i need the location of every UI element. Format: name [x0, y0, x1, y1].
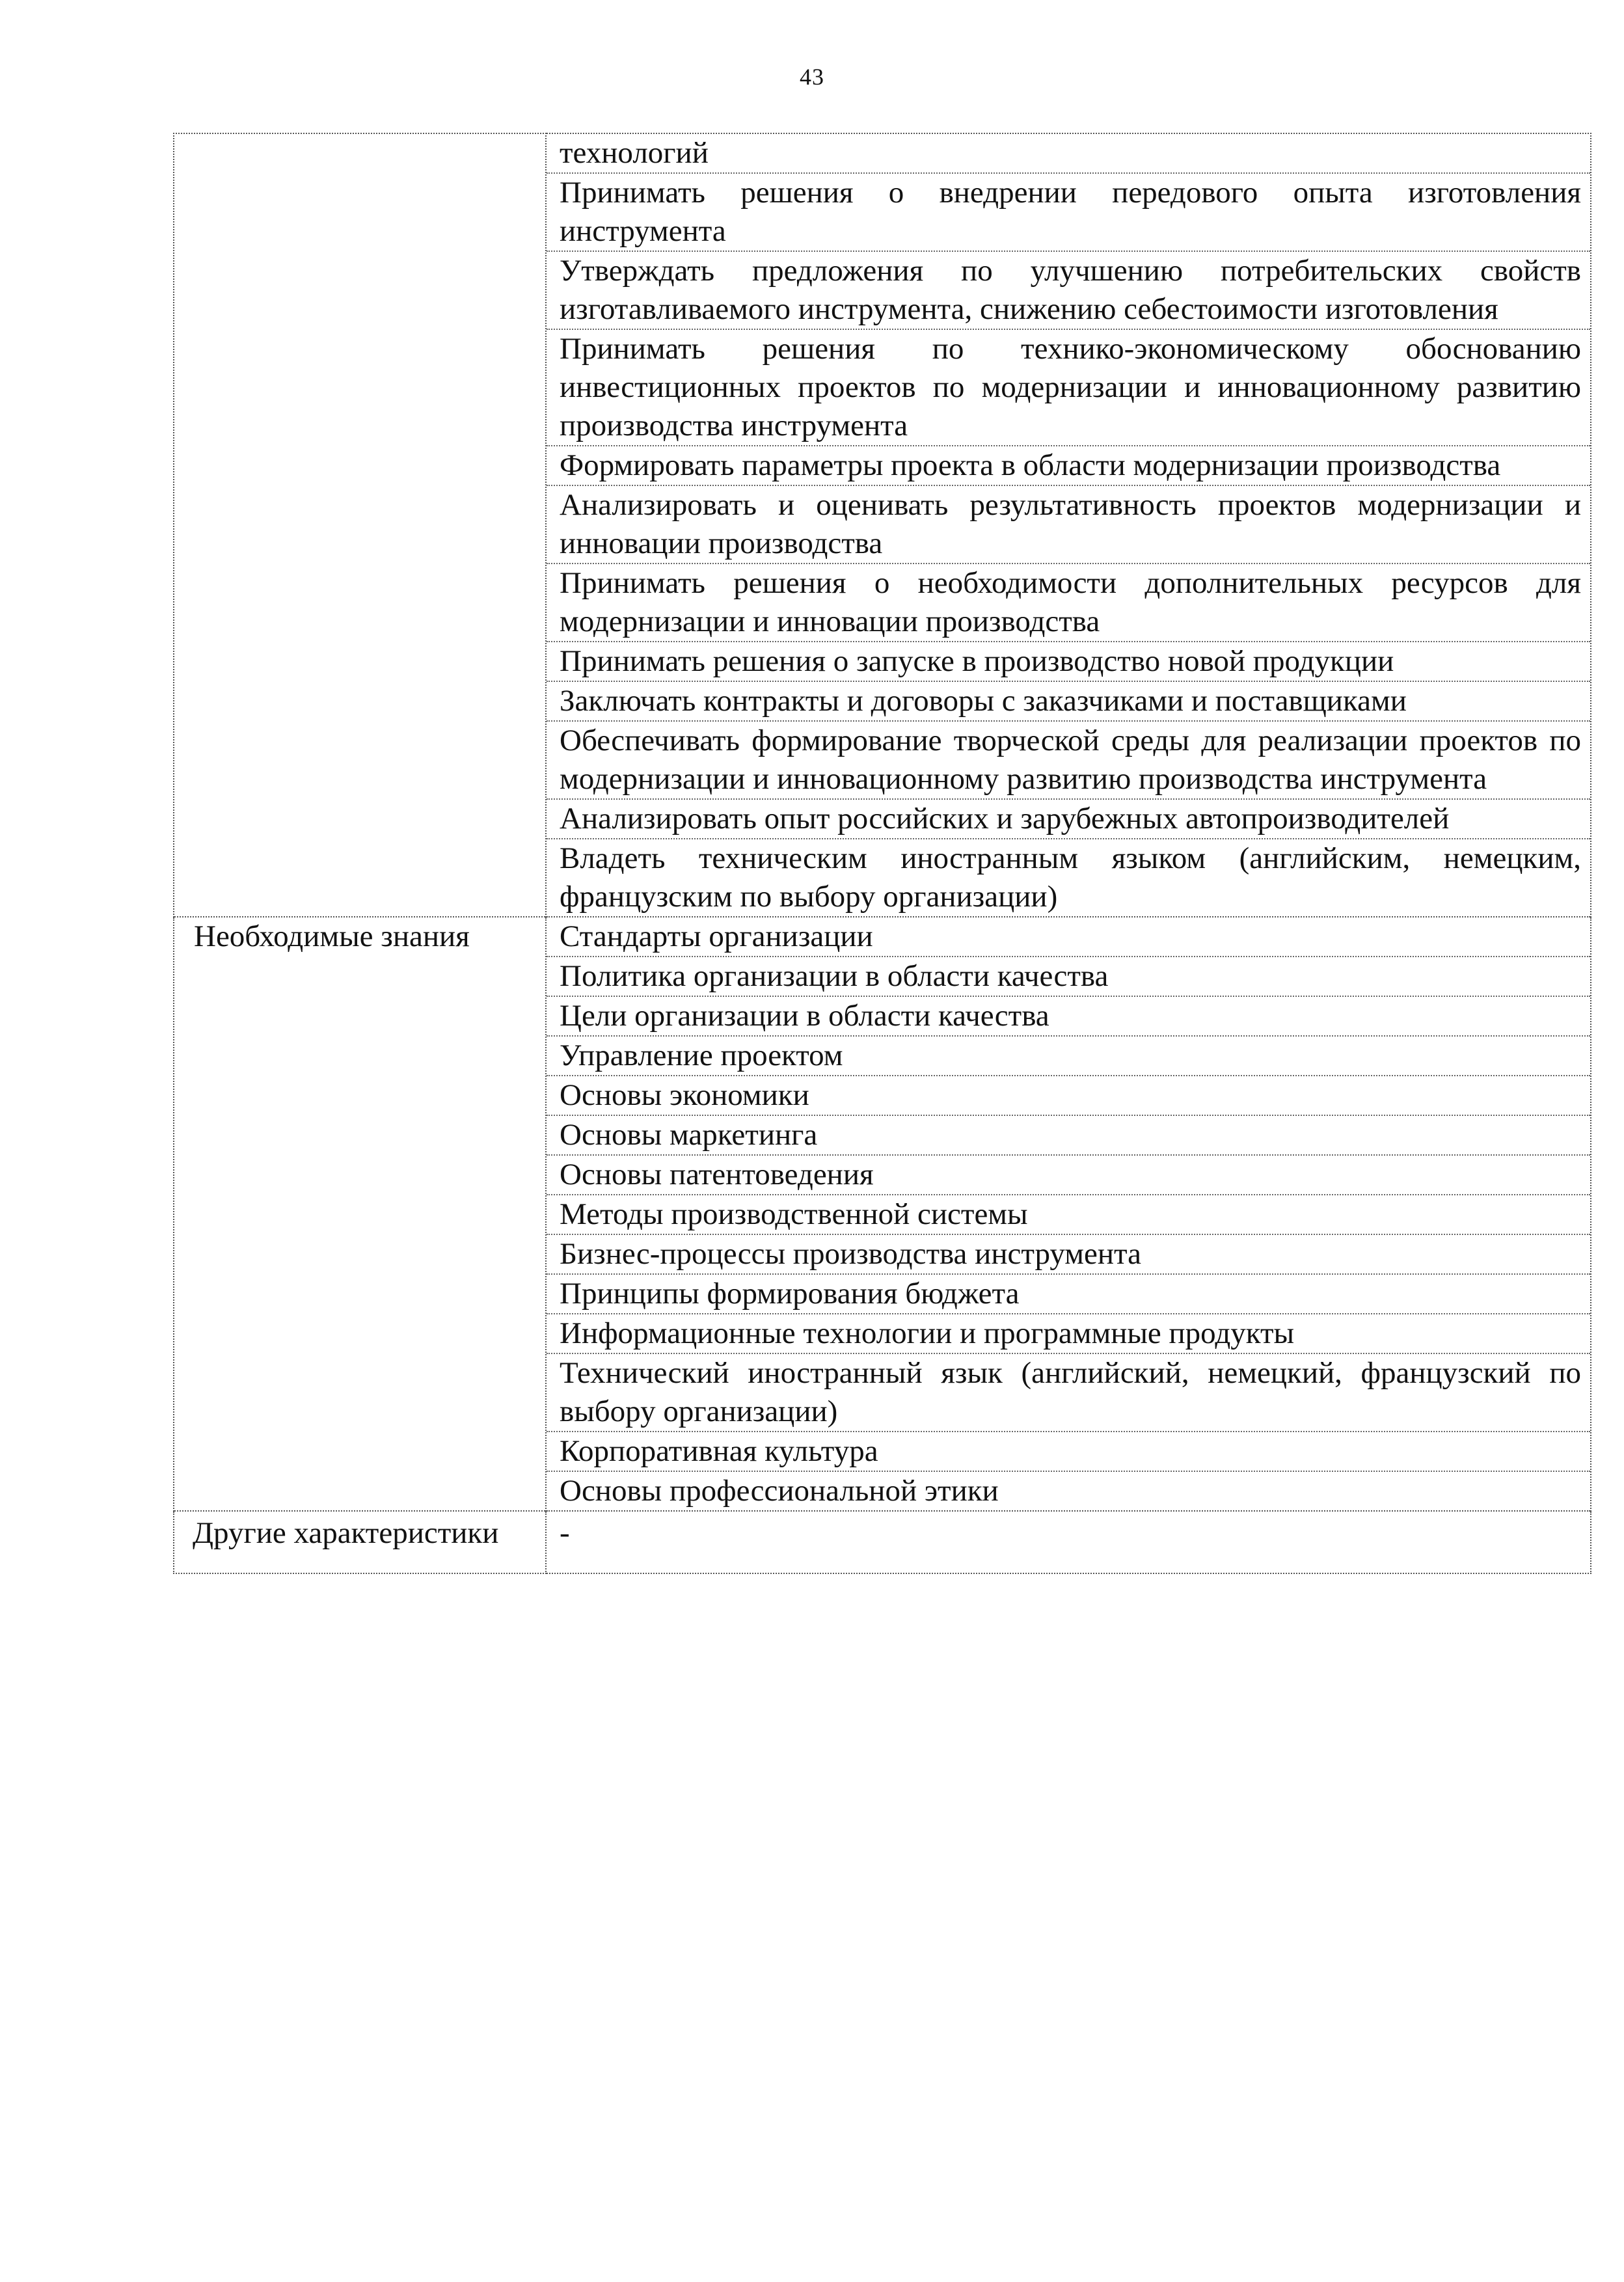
list-item: Бизнес-процессы производства инструмента — [547, 1235, 1590, 1275]
list-item: Анализировать опыт российских и зарубежных автопроизводителей — [547, 800, 1590, 839]
list-item: Основы патентоведения — [547, 1156, 1590, 1195]
list-item: Информационные технологии и программные продукты — [547, 1314, 1590, 1354]
other-label-cell — [174, 1511, 546, 1573]
list-item: Технический иностранный язык (английский, немецкий, французский по выбору организации) — [547, 1354, 1590, 1432]
list-item: Обеспечивать формирование творческой среды для реализации проектов по модернизации и инновационному развитию производства инструмента — [547, 722, 1590, 800]
list-item: Формировать параметры проекта в области модернизации производства — [547, 446, 1590, 486]
other-value-cell — [546, 1511, 1591, 1573]
list-item: Основы экономики — [547, 1076, 1590, 1116]
characteristics-table — [173, 133, 1591, 1574]
knowledge-label: Необходимые знания — [194, 919, 470, 953]
list-item: Заключать контракты и договоры с заказчиками и поставщиками — [547, 682, 1590, 722]
list-item: Основы профессиональной этики — [560, 1474, 999, 1508]
list-item: Принимать решения о внедрении передового опыта изготовления инструмента — [547, 174, 1590, 252]
list-item: Политика организации в области качества — [547, 957, 1590, 997]
list-item: Принципы формирования бюджета — [547, 1275, 1590, 1314]
list-item: Цели организации в области качества — [547, 997, 1590, 1037]
list-item: Принимать решения по технико-экономическому обоснованию инвестиционных проектов по модернизации и инновационному развитию производства инструмента — [547, 330, 1590, 446]
knowledge-row — [174, 917, 1591, 1511]
list-item: Анализировать и оценивать результативность проектов модернизации и инновации производства — [547, 486, 1590, 564]
other-value: - — [560, 1516, 570, 1550]
list-item: Принимать решения о запуске в производство новой продукции — [547, 642, 1590, 682]
knowledge-items-cell — [546, 917, 1591, 1511]
skills-row — [174, 133, 1591, 917]
list-item: технологий — [547, 134, 1590, 174]
list-item: Стандарты организации — [547, 917, 1590, 957]
list-item: Утверждать предложения по улучшению потребительских свойств изготавливаемого инструмента, снижению себестоимости изготовления — [547, 252, 1590, 330]
list-item: Основы маркетинга — [547, 1116, 1590, 1156]
list-item: Владеть техническим иностранным языком (английским, немецким, французским по выбору организации) — [560, 841, 1581, 914]
skills-label-cell — [174, 133, 546, 917]
list-item: Принимать решения о необходимости дополнительных ресурсов для модернизации и инновации производства — [547, 564, 1590, 642]
skills-items-cell — [546, 133, 1591, 917]
knowledge-label-cell — [174, 917, 546, 1511]
list-item: Методы производственной системы — [547, 1195, 1590, 1235]
other-label: Другие характеристики — [193, 1516, 499, 1550]
list-item: Управление проектом — [547, 1037, 1590, 1076]
other-row — [174, 1511, 1591, 1573]
page-number: 43 — [800, 64, 824, 90]
list-item: Корпоративная культура — [547, 1432, 1590, 1472]
